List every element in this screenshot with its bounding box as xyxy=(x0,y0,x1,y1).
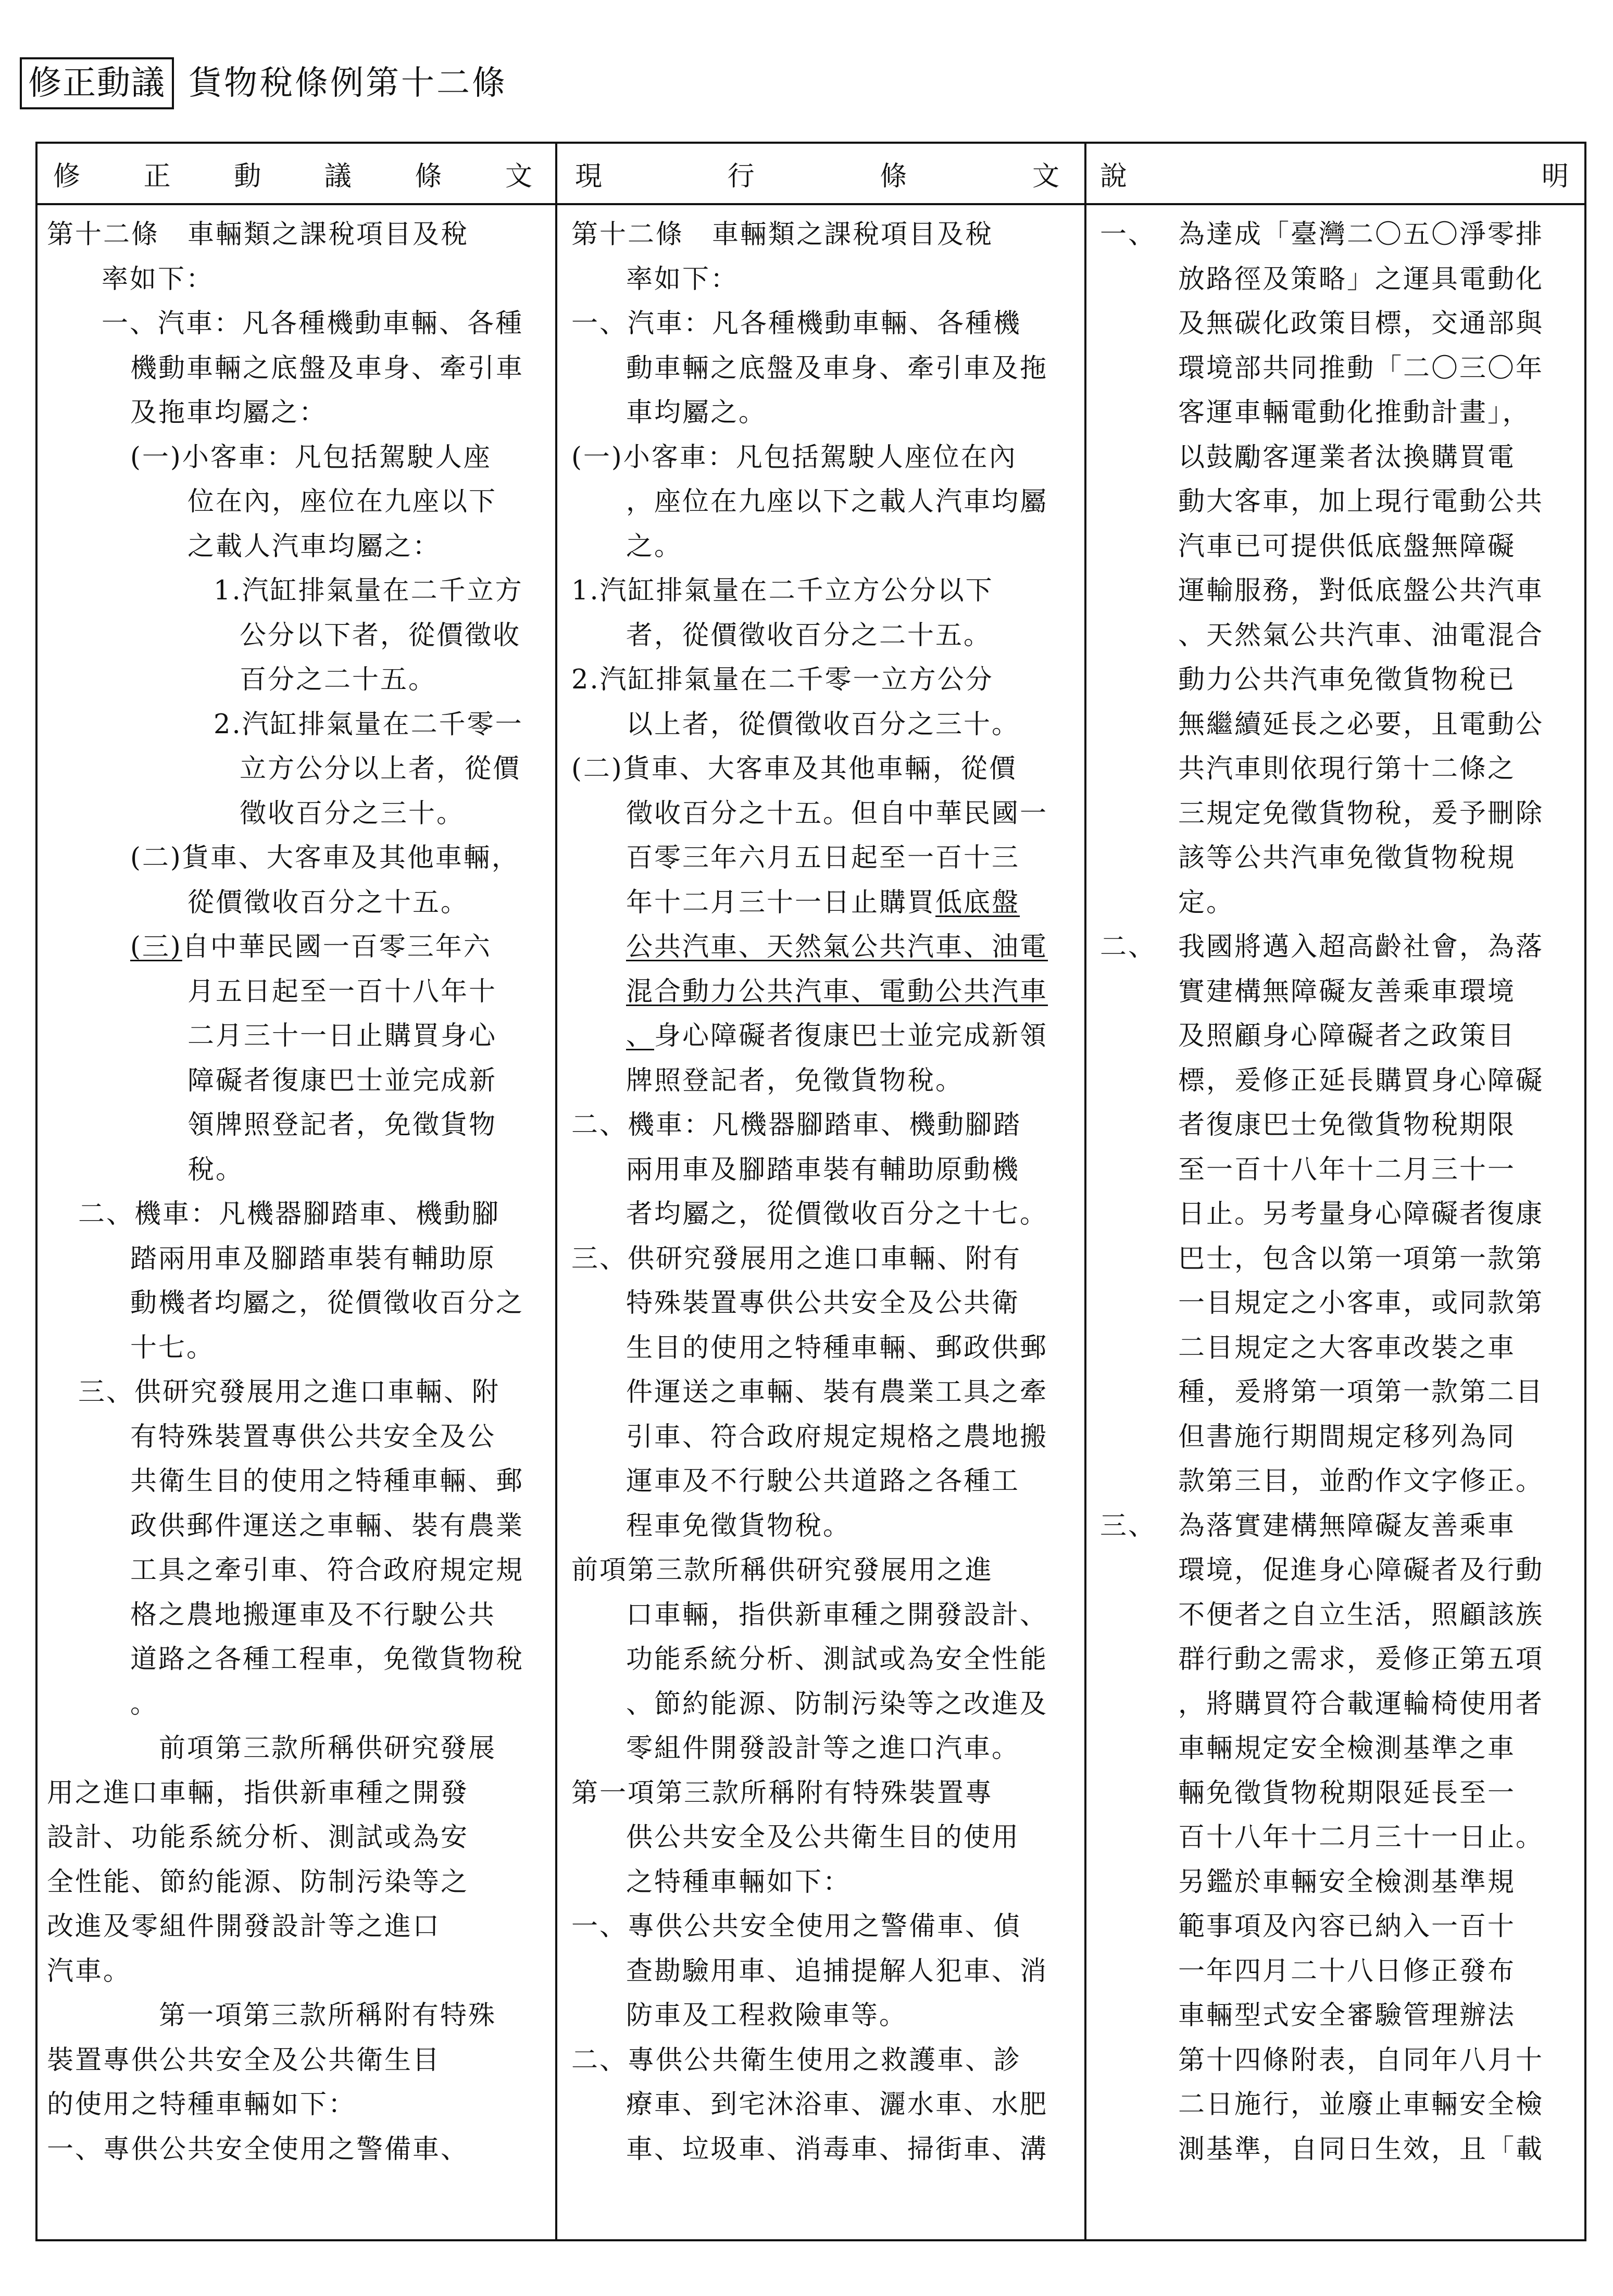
text-line: 二、機車：凡機器腳踏車、機動腳踏 xyxy=(571,1110,1022,1140)
text-line: 療車、到宅沐浴車、灑水車、水肥 xyxy=(626,2089,1048,2120)
comparison-table xyxy=(35,142,1586,2241)
header-char: 條 xyxy=(880,160,907,192)
text-line: 至一百十八年十二月三十一 xyxy=(1178,1154,1516,1185)
text-line: 客運車輛電動化推動計畫」， xyxy=(1178,397,1531,428)
document-title: 貨物稅條例第十二條 xyxy=(189,64,507,103)
text-line: (一)小客車：凡包括駕駛人座位在內 xyxy=(571,442,1017,473)
text-line: 款第三目，並酌作文字修正。 xyxy=(1178,1466,1544,1497)
text-line: 放路徑及策略」之運具電動化 xyxy=(1178,264,1544,295)
text-span: 我國將邁入超高齡社會，為落 xyxy=(1178,932,1544,962)
text-line: 1.汽缸排氣量在二千立方公分以下 xyxy=(571,575,994,606)
text-line: 及照顧身心障礙者之政策目 xyxy=(1178,1021,1516,1051)
column-divider xyxy=(1084,144,1086,2239)
text-line: 該等公共汽車免徵貨物稅規 xyxy=(1178,843,1516,873)
text-line: 日止。另考量身心障礙者復康 xyxy=(1178,1199,1544,1229)
text-line: 環境，促進身心障礙者及行動 xyxy=(1178,1555,1544,1586)
text-line: 查勘驗用車、追捕提解人犯車、消 xyxy=(626,1955,1048,1987)
text-line: 標，爰修正延長購買身心障礙 xyxy=(1178,1065,1544,1096)
text-line: 測基準，自同日生效，且「載 xyxy=(1178,2134,1544,2165)
text-line: 以鼓勵客運業者汰換購買電 xyxy=(1178,442,1516,473)
note-number: 三、 xyxy=(1100,1510,1157,1541)
text-span: 年十二月三十一日止購買 xyxy=(626,887,936,918)
header-char: 正 xyxy=(143,160,171,192)
text-line: 第一項第三款所稱附有特殊裝置專 xyxy=(571,1777,994,1809)
notes-column xyxy=(1100,212,1579,2239)
header-notes xyxy=(1100,144,1569,203)
header-char: 動 xyxy=(234,160,261,192)
text-line: 百分之二十五。 xyxy=(240,664,437,695)
text-line: 三、供研究發展用之進口車輛、附有 xyxy=(571,1243,1022,1274)
text-line: 防車及工程救險車等。 xyxy=(626,2000,908,2031)
text-line xyxy=(1100,1504,1579,1549)
text-line: 二、專供公共衛生使用之救護車、診 xyxy=(571,2044,1022,2076)
text-line: 二目規定之大客車改裝之車 xyxy=(1178,1332,1516,1363)
text-line: 徵收百分之三十。 xyxy=(240,798,465,829)
text-line: 率如下： xyxy=(102,264,215,295)
text-line: 動機者均屬之，從價徵收百分之 xyxy=(130,1288,524,1319)
text-line: 環境部共同推動「二〇三〇年 xyxy=(1178,353,1544,384)
text-line: 車均屬之。 xyxy=(626,397,767,428)
text-line: 的使用之特種車輛如下： xyxy=(47,2089,357,2120)
text-line: 設計、功能系統分析、測試或為安 xyxy=(47,1822,469,1853)
text-line: 引車、符合政府規定規格之農地搬 xyxy=(626,1421,1048,1452)
column-divider xyxy=(555,144,557,2239)
text-line: 及無碳化政策目標，交通部與 xyxy=(1178,308,1544,339)
text-line: 前項第三款所稱供研究發展用之進 xyxy=(571,1555,994,1586)
header-char: 文 xyxy=(1032,160,1059,192)
text-line: 特殊裝置專供公共安全及公共衛 xyxy=(626,1288,1020,1319)
text-line: 稅。 xyxy=(187,1154,244,1185)
text-line: 汽車已可提供低底盤無障礙 xyxy=(1178,531,1516,562)
text-line: 公分以下者，從價徵收 xyxy=(240,620,521,651)
text-line: 。 xyxy=(130,1688,159,1720)
text-line: 二日施行，並廢止車輛安全檢 xyxy=(1178,2089,1544,2120)
text-line: 群行動之需求，爰修正第五項 xyxy=(1178,1644,1544,1675)
text-line: 件運送之車輛、裝有農業工具之牽 xyxy=(626,1377,1048,1408)
text-line: 動大客車，加上現行電動公共 xyxy=(1178,486,1544,517)
text-line: 全性能、節約能源、防制污染等之 xyxy=(47,1866,469,1898)
text-line: 程車免徵貨物稅。 xyxy=(626,1510,852,1541)
note-number: 一、 xyxy=(1100,219,1157,250)
text-line: 徵收百分之十五。但自中華民國一 xyxy=(626,798,1048,829)
text-line: 道路之各種工程車，免徵貨物稅 xyxy=(130,1644,524,1675)
text-line: 零組件開發設計等之進口汽車。 xyxy=(626,1733,1020,1764)
text-line: 車輛規定安全檢測基準之車 xyxy=(1178,1733,1516,1764)
text-line: 口車輛，指供新車種之開發設計、 xyxy=(626,1599,1048,1630)
text-span: 身心障礙者復康巴士並完成新領 xyxy=(654,1021,1048,1051)
header-char: 說 xyxy=(1100,160,1128,192)
text-line: 動車輛之底盤及車身、牽引車及拖 xyxy=(626,353,1048,384)
underlined-text: 、 xyxy=(626,1021,655,1051)
proposed-text-column xyxy=(47,212,542,2239)
text-line: 汽車。 xyxy=(47,1955,132,1987)
text-line xyxy=(571,925,1071,970)
text-line: 運車及不行駛公共道路之各種工 xyxy=(626,1466,1020,1497)
text-line: (二)貨車、大客車及其他車輛，從價 xyxy=(571,754,1017,784)
text-line: 車、垃圾車、消毒車、掃街車、溝 xyxy=(626,2134,1048,2165)
header-char: 明 xyxy=(1541,160,1569,192)
text-line: ，將購買符合載運輪椅使用者 xyxy=(1178,1688,1544,1720)
text-line: 障礙者復康巴士並完成新 xyxy=(187,1065,497,1096)
current-text-column xyxy=(571,212,1071,2239)
text-line: 種，爰將第一項第一款第二目 xyxy=(1178,1377,1544,1408)
text-line: 之載人汽車均屬之： xyxy=(187,531,441,562)
text-line: 二、機車：凡機器腳踏車、機動腳 xyxy=(78,1199,501,1229)
text-line: 共汽車則依現行第十二條之 xyxy=(1178,754,1516,784)
text-line: 踏兩用車及腳踏車裝有輔助原 xyxy=(130,1243,496,1274)
text-line: 一、汽車：凡各種機動車輛、各種 xyxy=(102,308,524,339)
header-char: 文 xyxy=(505,160,532,192)
text-line: 有特殊裝置專供公共安全及公 xyxy=(130,1421,496,1452)
text-line: 供公共安全及公共衛生目的使用 xyxy=(626,1822,1020,1853)
text-line: 者，從價徵收百分之二十五。 xyxy=(626,620,992,651)
header-char: 修 xyxy=(53,160,81,192)
text-line xyxy=(571,970,1071,1014)
header-char: 議 xyxy=(324,160,352,192)
text-span: 為達成「臺灣二〇五〇淨零排 xyxy=(1178,219,1544,250)
text-line: 無繼續延長之必要，且電動公 xyxy=(1178,709,1544,740)
text-line: 、天然氣公共汽車、油電混合 xyxy=(1178,620,1544,651)
text-line: 生目的使用之特種車輛、郵政供郵 xyxy=(626,1332,1048,1363)
text-line: 三規定免徵貨物稅，爰予刪除 xyxy=(1178,798,1544,829)
text-line: ，座位在九座以下之載人汽車均屬 xyxy=(626,486,1048,517)
text-line: 之特種車輛如下： xyxy=(626,1866,852,1898)
text-line: 格之農地搬運車及不行駛公共 xyxy=(130,1599,496,1630)
text-line: 用之進口車輛，指供新車種之開發 xyxy=(47,1777,469,1809)
text-line: 工具之牽引車、符合政府規定規 xyxy=(130,1555,524,1586)
text-line: 一、專供公共安全使用之警備車、 xyxy=(47,2134,469,2165)
text-line: 從價徵收百分之十五。 xyxy=(187,887,469,918)
text-line xyxy=(1100,925,1579,970)
text-line: 巴士，包含以第一項第一款第 xyxy=(1178,1243,1544,1274)
underlined-text: 公共汽車、天然氣公共汽車、油電 xyxy=(626,932,1048,962)
text-line: 改進及零組件開發設計等之進口 xyxy=(47,1911,441,1942)
text-line: 輛免徵貨物稅期限延長至一 xyxy=(1178,1777,1516,1809)
text-line: 共衛生目的使用之特種車輛、郵 xyxy=(130,1466,524,1497)
text-line: 率如下： xyxy=(626,264,739,295)
text-line: 以上者，從價徵收百分之三十。 xyxy=(626,709,1020,740)
text-line: 一年四月二十八日修正發布 xyxy=(1178,1955,1516,1987)
text-line: 兩用車及腳踏車裝有輔助原動機 xyxy=(626,1154,1020,1185)
text-line: 功能系統分析、測試或為安全性能 xyxy=(626,1644,1048,1675)
motion-tag: 修正動議 xyxy=(20,57,174,109)
text-line: 三、供研究發展用之進口車輛、附 xyxy=(78,1377,501,1408)
text-line: 一、專供公共安全使用之警備車、偵 xyxy=(571,1911,1022,1942)
note-number: 二、 xyxy=(1100,932,1157,962)
underlined-text: 低底盤 xyxy=(935,887,1020,918)
header-char: 行 xyxy=(727,160,755,192)
header-char: 現 xyxy=(575,160,603,192)
text-line: 及拖車均屬之： xyxy=(130,397,328,428)
text-line: 第十二條 車輛類之課稅項目及稅 xyxy=(571,219,994,250)
text-line: 位在內，座位在九座以下 xyxy=(187,486,497,517)
text-line: 百十八年十二月三十一日止。 xyxy=(1178,1822,1544,1853)
text-line: 者均屬之，從價徵收百分之十七。 xyxy=(626,1199,1048,1229)
text-line: 、節約能源、防制污染等之改進及 xyxy=(626,1688,1048,1720)
text-line: 範事項及內容已納入一百十 xyxy=(1178,1911,1516,1942)
text-line: 定。 xyxy=(1178,887,1235,918)
text-line xyxy=(571,1014,1071,1059)
text-line: 2.汽缸排氣量在二千零一立方公分 xyxy=(571,664,994,695)
text-line: 者復康巴士免徵貨物稅期限 xyxy=(1178,1110,1516,1140)
text-line xyxy=(47,925,542,970)
header-proposed xyxy=(53,144,532,203)
text-line: 實建構無障礙友善乘車環境 xyxy=(1178,976,1516,1007)
table-header-row xyxy=(37,144,1584,205)
text-line: 第十四條附表，自同年八月十 xyxy=(1178,2044,1544,2076)
text-line: 另鑑於車輛安全檢測基準規 xyxy=(1178,1866,1516,1898)
text-line xyxy=(1100,212,1579,257)
text-line: 之。 xyxy=(626,531,683,562)
text-span: 為落實建構無障礙友善乘車 xyxy=(1178,1510,1516,1541)
text-line: 運輸服務，對低底盤公共汽車 xyxy=(1178,575,1544,606)
text-span: 自中華民國一百零三年六 xyxy=(182,932,492,962)
text-line: 不便者之自立生活，照顧該族 xyxy=(1178,1599,1544,1630)
header-current xyxy=(575,144,1059,203)
text-line: 動力公共汽車免徵貨物稅已 xyxy=(1178,664,1516,695)
header-char: 條 xyxy=(415,160,442,192)
text-line: 月五日起至一百十八年十 xyxy=(187,976,497,1007)
underlined-text: (三) xyxy=(130,932,182,962)
text-line: 車輛型式安全審驗管理辦法 xyxy=(1178,2000,1516,2031)
text-line: 機動車輛之底盤及車身、牽引車 xyxy=(130,353,524,384)
text-line: 1.汽缸排氣量在二千立方 xyxy=(214,575,523,606)
text-line: 裝置專供公共安全及公共衛生目 xyxy=(47,2044,441,2076)
text-line: 牌照登記者，免徵貨物稅。 xyxy=(626,1065,964,1096)
text-line: 2.汽缸排氣量在二千零一 xyxy=(214,709,523,740)
text-line: (二)貨車、大客車及其他車輛， xyxy=(130,843,520,873)
text-line: 二月三十一日止購買身心 xyxy=(187,1021,497,1051)
text-line: 十七。 xyxy=(130,1332,215,1363)
text-line: 前項第三款所稱供研究發展 xyxy=(159,1733,497,1764)
text-line: 領牌照登記者，免徵貨物 xyxy=(187,1110,497,1140)
text-line xyxy=(571,881,1071,925)
text-line: 立方公分以上者，從價 xyxy=(240,754,521,784)
underlined-text: 混合動力公共汽車、電動公共汽車 xyxy=(626,976,1048,1007)
text-line: (一)小客車：凡包括駕駛人座 xyxy=(130,442,492,473)
text-line: 但書施行期間規定移列為同 xyxy=(1178,1421,1516,1452)
text-line: 一目規定之小客車，或同款第 xyxy=(1178,1288,1544,1319)
text-line: 百零三年六月五日起至一百十三 xyxy=(626,843,1020,873)
text-line: 一、汽車：凡各種機動車輛、各種機 xyxy=(571,308,1022,339)
text-line: 政供郵件運送之車輛、裝有農業 xyxy=(130,1510,524,1541)
text-line: 第十二條 車輛類之課稅項目及稅 xyxy=(47,219,469,250)
text-line: 第一項第三款所稱附有特殊 xyxy=(159,2000,497,2031)
document-header xyxy=(20,57,507,109)
